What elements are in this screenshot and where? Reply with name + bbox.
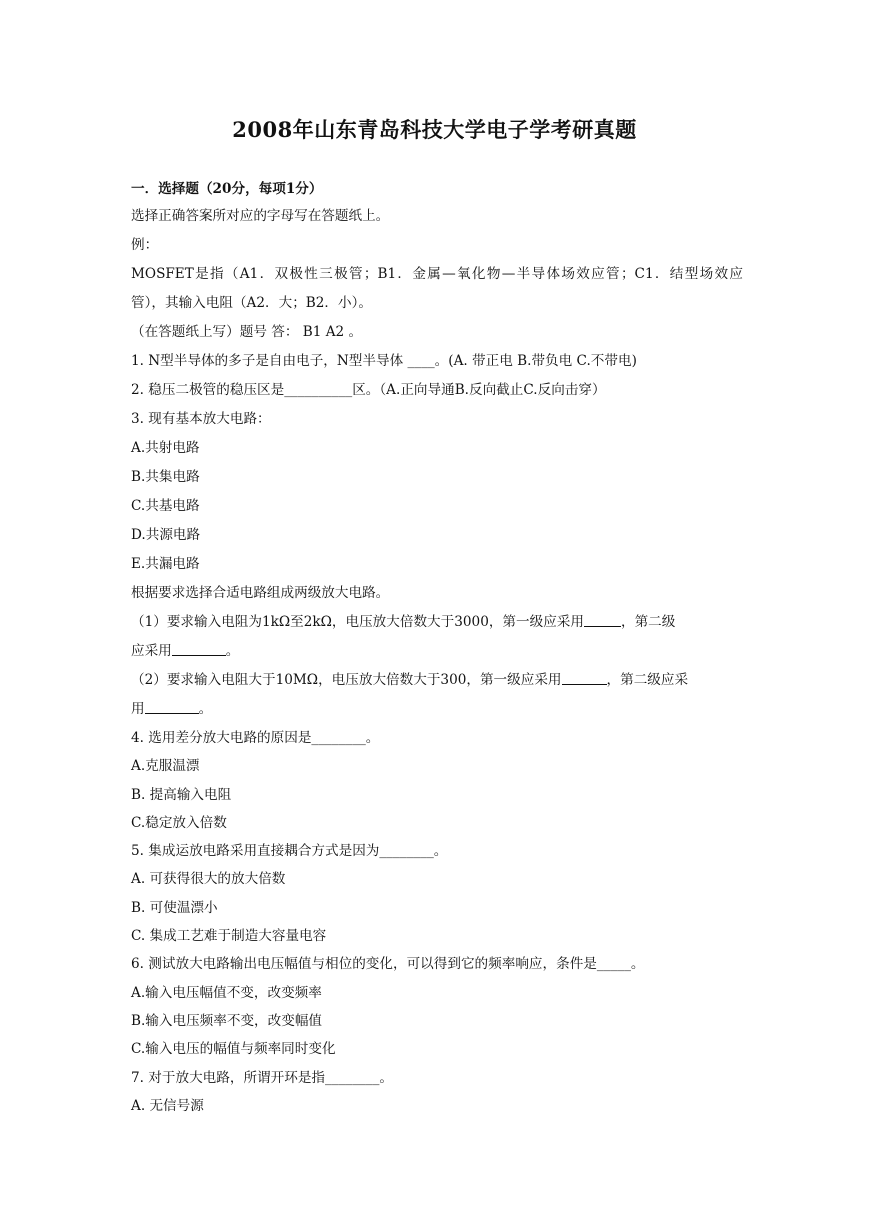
- question-3-sub-1-text: （1）要求输入电阻为1kΩ至2kΩ，电压放大倍数大于3000，第一级应采用: [131, 614, 584, 630]
- question-7-stem: 7. 对于放大电路，所谓开环是指________。: [131, 1069, 393, 1086]
- document-body: [131, 176, 743, 1120]
- question-6-option: A.输入电压幅值不变，改变频率: [131, 984, 322, 1001]
- question-6-option: B.输入电压频率不变，改变幅值: [131, 1012, 323, 1029]
- section-heading: 一．选择题（20分，每项1分）: [131, 181, 323, 197]
- question-6-option: C.输入电压的幅值与频率同时变化: [131, 1041, 336, 1058]
- question-3-instruction: 根据要求选择合适电路组成两级放大电路。: [131, 585, 390, 601]
- answer-blank: [145, 698, 199, 714]
- question-3-sub-2-line-1: [131, 666, 743, 695]
- question-4-option: A.克服温漂: [131, 758, 200, 775]
- section-instruction: 选择正确答案所对应的字母写在答题纸上。: [131, 208, 390, 224]
- question-3-stem: 3. 现有基本放大电路：: [131, 411, 271, 427]
- answer-blank: [562, 669, 607, 685]
- question-2: 2. 稳压二极管的稳压区是__________区。（A.正向导通B.反向截止C.反向击穿）: [131, 382, 606, 398]
- question-4-stem: 4. 选用差分放大电路的原因是________。: [131, 730, 380, 746]
- question-3-sub-1-text: ，第二级: [621, 614, 676, 630]
- answer-blank: [584, 611, 621, 627]
- question-5-option: B. 可使温漂小: [131, 899, 218, 916]
- question-3-sub-2-text: （2）要求输入电阻大于10MΩ，电压放大倍数大于300，第一级应采用: [131, 672, 562, 688]
- question-4-option: C.稳定放入倍数: [131, 814, 227, 831]
- question-3-option: B.共集电路: [131, 469, 200, 485]
- answer-blank: [172, 640, 226, 656]
- question-3-sub-2-text: 。: [198, 701, 213, 717]
- question-3-option: D.共源电路: [131, 527, 201, 543]
- question-3-sub-1-line-1: [131, 608, 743, 637]
- question-1: 1. N型半导体的多子是自由电子，N型半导体 ____。(A. 带正电 B.带负电 C.不带电): [131, 353, 637, 369]
- question-3-option: C.共基电路: [131, 498, 200, 514]
- question-4-option: B. 提高输入电阻: [131, 786, 232, 803]
- example-line-2: 管），其输入电阻（A2．大；B2．小）。: [131, 295, 373, 311]
- question-6-stem: 6. 测试放大电路输出电压幅值与相位的变化，可以得到它的频率响应，条件是_____。: [131, 956, 645, 973]
- document-title: 2008年山东青岛科技大学电子学考研真题: [232, 117, 637, 142]
- question-7-option: A. 无信号源: [131, 1097, 204, 1114]
- question-3-sub-1-line-2: [131, 637, 743, 666]
- question-3-option: A.共射电路: [131, 440, 200, 456]
- question-3-sub-2-text: ，第二级应采: [606, 672, 689, 688]
- question-3-sub-1-text: 应采用: [131, 643, 172, 659]
- example-answer: （在答题纸上写）题号 答： B1 A2 。: [131, 324, 363, 340]
- question-3-option: E.共漏电路: [131, 556, 200, 572]
- example-line-1: MOSFET是指（A1．双极性三极管；B1．金属—氧化物—半导体场效应管；C1．结型场效应: [131, 266, 743, 282]
- question-3-sub-1-text: 。: [225, 643, 240, 659]
- question-5-option: C. 集成工艺难于制造大容量电容: [131, 928, 327, 945]
- question-5-option: A. 可获得很大的放大倍数: [131, 871, 286, 888]
- question-3-sub-2-line-2: [131, 695, 743, 724]
- question-5-stem: 5. 集成运放电路采用直接耦合方式是因为________。: [131, 843, 448, 860]
- question-3-sub-2-text: 用: [131, 701, 145, 717]
- example-label: 例：: [131, 237, 159, 253]
